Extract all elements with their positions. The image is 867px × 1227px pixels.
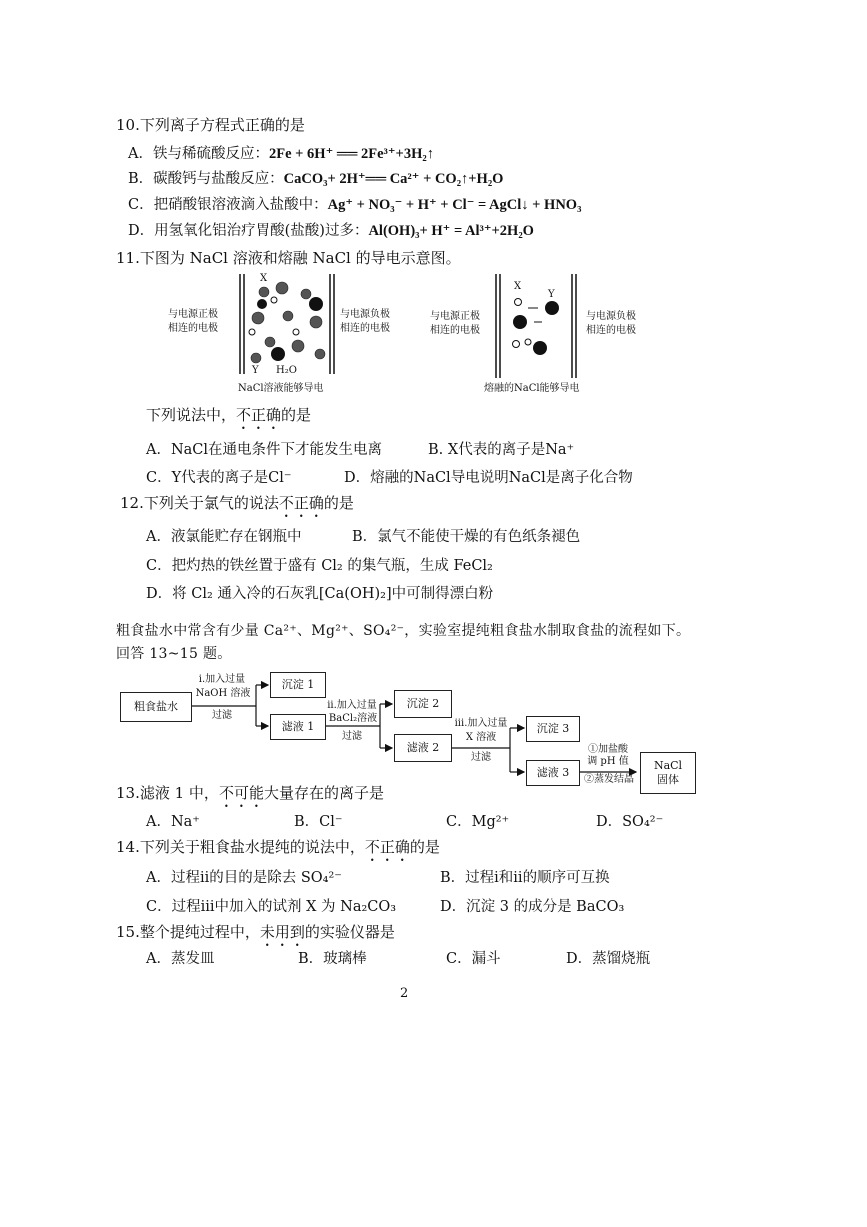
page-number: 2: [400, 986, 409, 1001]
q12-stem: [120, 492, 354, 521]
q12-stem-emphasis: 不正确: [278, 494, 324, 512]
q10-c-label: C．把硝酸银溶液滴入盐酸中：: [128, 197, 328, 213]
q11-option-d[interactable]: D．熔融的NaCl导电说明NaCl是离子化合物: [344, 470, 633, 486]
left-fig-negative-label: 与电源负极 相连的电极: [340, 309, 390, 334]
q10-option-a[interactable]: [128, 142, 434, 163]
flow-filtrate-1: 滤液 1: [270, 714, 326, 740]
q15-stem: [116, 921, 395, 950]
q14-stem-emphasis: 不正确: [364, 838, 410, 856]
flow-step2-top: ii.加入过量: [327, 700, 377, 711]
flow-step2-mid: BaCl₂溶液: [328, 713, 378, 724]
q12-option-c[interactable]: C．把灼热的铁丝置于盛有 Cl₂ 的集气瓶，生成 FeCl₂: [146, 558, 493, 574]
q10-option-d[interactable]: [128, 219, 534, 240]
q10-a-equation: 2Fe + 6H⁺ ══ 2Fe³⁺+3H₂↑: [268, 146, 434, 162]
q13-option-d[interactable]: D．SO₄²⁻: [596, 814, 664, 830]
q15-option-a[interactable]: A．蒸发皿: [146, 951, 215, 967]
q15-option-c[interactable]: C．漏斗: [446, 951, 501, 967]
q14-stem: [116, 836, 440, 865]
right-fig-x-label: X: [514, 281, 522, 292]
flow-step1-bot: 过滤: [212, 710, 232, 721]
flow-precipitate-3: 沉淀 3: [526, 716, 580, 742]
q13-stem-pre: 13.滤液 1 中，: [116, 784, 219, 802]
flow-step3-bot: 过滤: [471, 752, 491, 763]
q10-b-equation: CaCO₃+ 2H⁺══ Ca²⁺ + CO₂↑+H₂O: [283, 171, 504, 187]
q15-stem-post: 的实验仪器是: [304, 923, 395, 941]
q14-option-c[interactable]: C．过程iii中加入的试剂 X 为 Na₂CO₃: [146, 899, 397, 915]
q10-option-b[interactable]: [128, 167, 503, 188]
flow-precipitate-1: 沉淀 1: [270, 672, 326, 698]
flow-start-box: 粗食盐水: [120, 692, 192, 722]
q11-prompt: [146, 404, 311, 433]
flow-filtrate-2: 滤液 2: [394, 734, 452, 762]
q10-a-label: A．铁与稀硫酸反应：: [128, 146, 269, 162]
flow-step1-top: i.加入过量: [198, 674, 246, 685]
flow-step4-a: ①加盐酸: [588, 744, 628, 755]
q11-stem: 11.下图为 NaCl 溶液和熔融 NaCl 的导电示意图。: [116, 249, 461, 267]
q11-prompt-emphasis: 不正确: [236, 406, 282, 424]
nacl-solution-figure: [168, 270, 428, 400]
intro-line-2: 回答 13~15 题。: [116, 646, 232, 662]
q10-option-c[interactable]: [128, 193, 581, 214]
q11-prompt-post: 的是: [281, 406, 312, 424]
left-fig-positive-label: 与电源正极 相连的电极: [168, 309, 218, 334]
q14-stem-post: 的是: [409, 838, 440, 856]
q15-option-d[interactable]: D．蒸馏烧瓶: [566, 951, 651, 967]
q12-option-a[interactable]: A．液氯能贮存在钢瓶中: [146, 529, 302, 545]
q10-c-equation: Ag⁺ + NO₃⁻ + H⁺ + Cl⁻ = AgCl↓ + HNO₃: [327, 197, 582, 213]
q10-d-label: D．用氢氧化铝治疗胃酸(盐酸)过多：: [128, 223, 369, 239]
left-fig-x-label: X: [260, 273, 268, 284]
q12-stem-pre: 12.下列关于氯气的说法: [120, 494, 279, 512]
right-fig-y-label: Y: [548, 289, 555, 300]
right-fig-caption: 熔融的NaCl能够导电: [484, 383, 580, 394]
q10-d-equation: Al(OH)₃+ H⁺ = Al³⁺+2H₂O: [368, 223, 534, 239]
left-fig-y-label: Y: [252, 365, 259, 376]
flow-step3-top: iii.加入过量: [454, 718, 508, 729]
q12-option-d[interactable]: D．将 Cl₂ 通入冷的石灰乳[Ca(OH)₂]中可制得漂白粉: [146, 586, 494, 602]
flow-step2-bot: 过滤: [342, 731, 362, 742]
q11-option-a[interactable]: A．NaCl在通电条件下才能发生电离: [146, 442, 383, 458]
q12-stem-post: 的是: [323, 494, 354, 512]
intro-line-1: 粗食盐水中常含有少量 Ca²⁺、Mg²⁺、SO₄²⁻，实验室提纯粗食盐水制取食盐的流程如下。: [116, 623, 691, 639]
q13-stem-emphasis: 不可能: [218, 784, 264, 802]
q15-stem-emphasis: 未用到: [259, 923, 305, 941]
q13-option-a[interactable]: A．Na⁺: [146, 814, 200, 830]
flow-precipitate-2: 沉淀 2: [394, 690, 452, 718]
q14-option-b[interactable]: B．过程i和ii的顺序可互换: [440, 870, 610, 886]
molten-electrode-diagram: [492, 270, 582, 380]
right-fig-positive-label: 与电源正极 相连的电极: [430, 311, 480, 336]
flow-filtrate-3: 滤液 3: [526, 760, 580, 786]
flow-step4-b: 调 pH 值: [587, 756, 629, 767]
molten-nacl-figure: [430, 270, 700, 400]
right-fig-negative-label: 与电源负极 相连的电极: [586, 311, 636, 336]
flow-end-box: NaCl 固体: [640, 752, 696, 794]
q10-stem: 10.下列离子方程式正确的是: [116, 116, 305, 134]
q13-stem-post: 大量存在的离子是: [263, 784, 384, 802]
flow-step3-mid: X 溶液: [465, 732, 497, 743]
q13-option-b[interactable]: B．Cl⁻: [294, 814, 343, 830]
q11-option-c[interactable]: C．Y代表的离子是Cl⁻: [146, 470, 292, 486]
q11-option-b[interactable]: B. X代表的离子是Na⁺: [428, 442, 575, 458]
q15-stem-pre: 15.整个提纯过程中，: [116, 923, 260, 941]
flow-step4-c: ②蒸发结晶: [584, 774, 634, 785]
solution-electrode-diagram: [234, 270, 340, 378]
q14-option-a[interactable]: A．过程ii的目的是除去 SO₄²⁻: [146, 870, 342, 886]
q14-stem-pre: 14.下列关于粗食盐水提纯的说法中，: [116, 838, 365, 856]
q11-prompt-pre: 下列说法中，: [146, 406, 237, 424]
q13-stem: [116, 782, 384, 811]
q13-option-c[interactable]: C．Mg²⁺: [446, 814, 510, 830]
q15-option-b[interactable]: B．玻璃棒: [298, 951, 367, 967]
left-fig-caption: NaCl溶液能够导电: [238, 383, 324, 394]
q14-option-d[interactable]: D．沉淀 3 的成分是 BaCO₃: [440, 899, 625, 915]
q10-b-label: B．碳酸钙与盐酸反应：: [128, 171, 284, 187]
left-fig-h2o-label: H₂O: [276, 365, 297, 376]
q12-option-b[interactable]: B．氯气不能使干燥的有色纸条褪色: [352, 529, 581, 545]
flow-step1-mid: NaOH 溶液: [195, 688, 251, 699]
